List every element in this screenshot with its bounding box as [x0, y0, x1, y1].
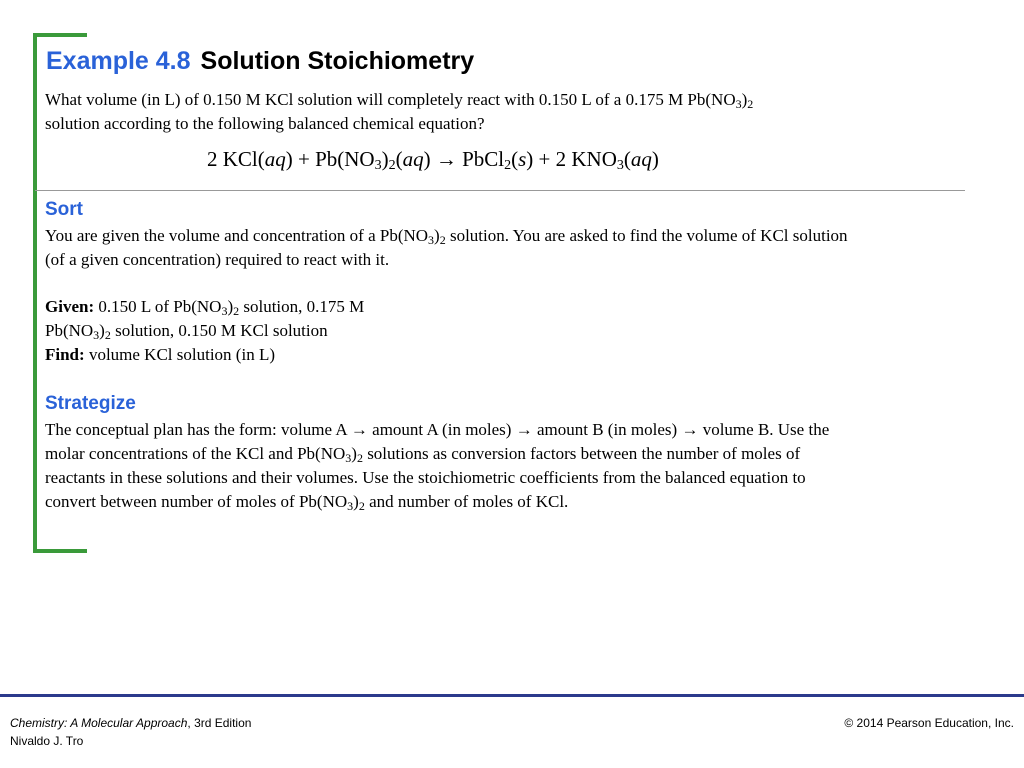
copyright-notice: © 2014 Pearson Education, Inc. — [844, 716, 1014, 730]
strategize-heading: Strategize — [45, 393, 136, 414]
question-line-1: What volume (in L) of 0.150 M KCl solution will completely react with 0.150 L of a 0.175 M $Pb(NO_3)_2$ — [45, 90, 754, 111]
sort-line-2: (of a given concentration) required to react with it. — [45, 250, 390, 269]
strategize-line-2: molar concentrations of the KCl and $Pb(NO_3)_2$ solutions as conversion factors between the number of moles of — [45, 444, 801, 465]
slide-title — [46, 44, 474, 78]
given-line-1: Given: 0.150 L of $Pb(NO_3)_2$ solution, 0.175 M — [45, 297, 365, 318]
question-line-2: solution according to the following balanced chemical equation? — [45, 114, 485, 133]
balanced-equation: 2 $KCl(aq) + Pb(NO_3)_2(aq)$ → PbCl$_2$(s) + 2 $KNO_3(aq)$ — [207, 147, 659, 173]
given-line-2: $Pb(NO_3)_2$ solution, 0.150 M KCl solution — [45, 321, 328, 342]
sort-line-1: You are given the volume and concentration of a $Pb(NO_3)_2$ solution. You are asked to find the volume of KCl solution — [45, 226, 848, 247]
book-edition: , 3rd Edition — [187, 716, 252, 730]
green-bracket-vertical — [33, 33, 37, 553]
strategize-line-1: The conceptual plan has the form: volume A → amount A (in moles) → amount B (in moles) → volume B. Use the — [45, 420, 830, 439]
book-author: Nivaldo J. Tro — [10, 734, 84, 748]
footer-citation — [10, 714, 251, 750]
sort-heading: Sort — [45, 199, 83, 220]
strategize-line-4: convert between number of moles of $Pb(NO_3)_2$ and number of moles of KCl. — [45, 492, 569, 513]
book-title: Chemistry: A Molecular Approach — [10, 716, 188, 730]
footer-rule — [0, 694, 1024, 697]
green-bracket-top — [33, 33, 87, 37]
divider-line — [35, 190, 965, 191]
strategize-line-3: reactants in these solutions and their volumes. Use the stoichiometric coefficients from the balanced equation to — [45, 468, 806, 487]
green-bracket-bottom — [33, 549, 87, 553]
example-number: Example 4.8 — [46, 47, 191, 75]
find-line: Find: volume KCl solution (in L) — [45, 345, 275, 364]
example-subject: Solution Stoichiometry — [200, 47, 475, 75]
